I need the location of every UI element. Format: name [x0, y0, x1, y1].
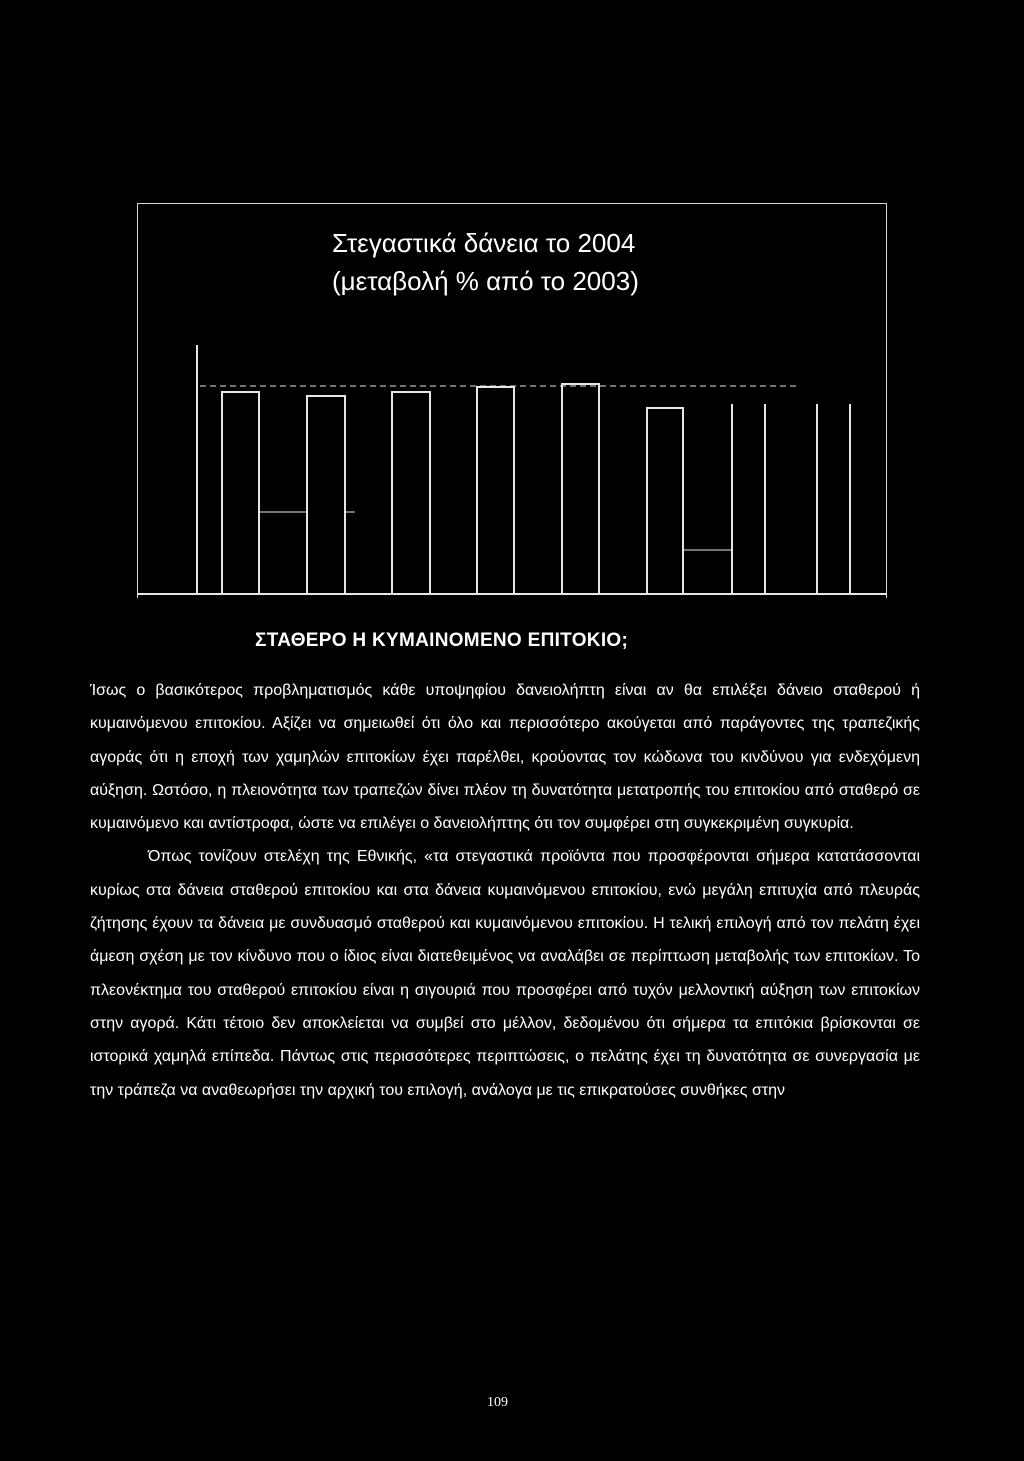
paragraph-2: Όπως τονίζουν στελέχη της Εθνικής, «τα στεγαστικά προϊόντα που προσφέρονται σήμερα κατατάσσονται κυρίως στα δάνεια σταθερού επιτοκίου και στα δάνεια κυμαινόμενου επιτοκίου, ενώ μεγάλη επιτυχία από πλευράς ζήτησης έχουν τα δάνεια με συνδυασμό σταθερού και κυμαινόμενου επιτοκίου. Η τελική επιλογή από τον πελάτη έχει άμεση σχέση με τον κίνδυνο που ο ίδιος είναι διατεθειμένος να αναλάβει σε περίπτωση μεταβολής των επιτοκίων. Το πλεονέκτημα του σταθερού επιτοκίου είναι η σιγουριά που προσφέρει από τυχόν μελλοντική αύξηση των επιτοκίων στην αγορά. Κάτι τέτοιο δεν αποκλείεται να συμβεί στο μέλλον, δεδομένου ότι σήμερα τα επιτόκια βρίσκονται σε ιστορικά χαμηλά επίπεδα. Πάντως στις περισσότερες περιπτώσεις, ο πελάτης έχει τη δυνατότητα σε συνεργασία με την τράπεζα να αναθεωρήσει την αρχική του επιλογή, ανάλογα με τις επικρατούσες συνθήκες στην: [90, 848, 920, 1099]
chart-title-line-2: (μεταβολή % από το 2003): [332, 266, 639, 296]
bar-4: [477, 387, 514, 594]
bar-2: [307, 396, 345, 594]
bar-6: [647, 408, 683, 594]
bar-chart: [0, 0, 1024, 620]
bar-3: [392, 392, 430, 594]
bar-1: [222, 392, 259, 594]
bar-5: [562, 384, 599, 594]
chart-title-line-1: Στεγαστικά δάνεια το 2004: [332, 228, 636, 258]
article-body: [90, 674, 920, 1107]
section-heading: ΣΤΑΘΕΡΟ Η ΚΥΜΑΙΝΟΜΕΝΟ ΕΠΙΤΟΚΙΟ;: [255, 630, 629, 651]
paragraph-1: Ίσως ο βασικότερος προβληματισμός κάθε υποψηφίου δανειολήπτη είναι αν θα επιλέξει δάνειο σταθερού ή κυμαινόμενου επιτοκίου. Αξίζει να σημειωθεί ότι όλο και περισσότερο ακούγεται από παράγοντες της τραπεζικής αγοράς ότι η εποχή των χαμηλών επιτοκίων έχει παρέλθει, κρούοντας τον κώδωνα του κινδύνου για ενδεχόμενη αύξηση. Ωστόσο, η πλειονότητα των τραπεζών δίνει πλέον τη δυνατότητα μετατροπής του επιτοκίου από σταθερό σε κυμαινόμενο και αντίστροφα, ώστε να επιλέγει ο δανειολήπτης ότι τον συμφέρει στη συγκεκριμένη συγκυρία.: [90, 682, 920, 833]
page-number: 109: [487, 1395, 508, 1410]
